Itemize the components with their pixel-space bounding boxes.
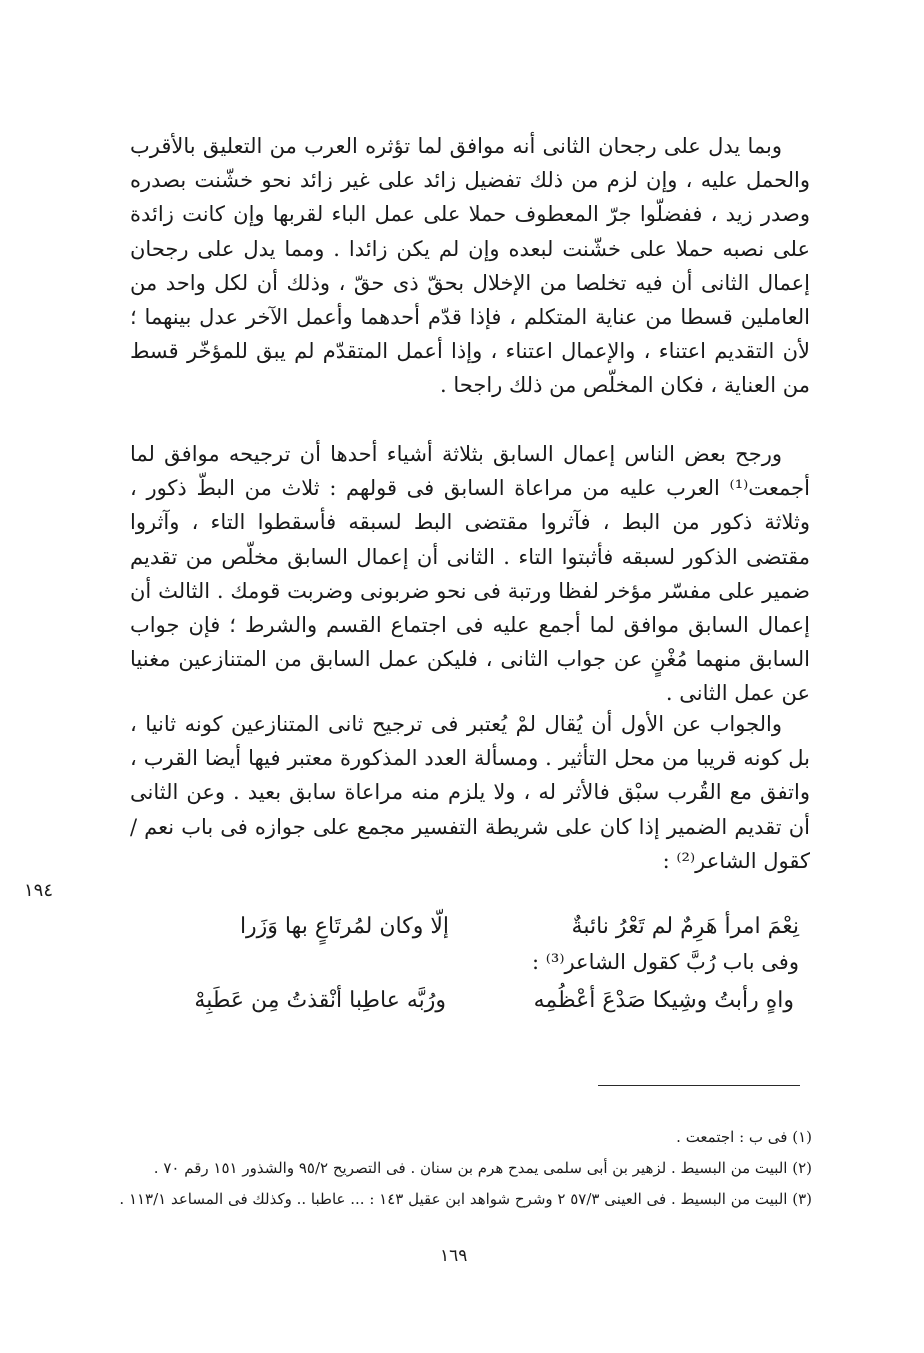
- footnote-divider: [598, 1085, 800, 1086]
- verse-2-intro: وفى باب رُبَّ كقول الشاعر⁽³⁾ :: [531, 950, 799, 974]
- footnote-1: (١) فى ب : اجتمعت .: [676, 1128, 812, 1146]
- main-text-paragraph-2: [130, 437, 810, 711]
- paragraph-3: والجواب عن الأول أن يُقال لمْ يُعتبر فى ترجيح ثانى المتنازعين كونه ثانيا ، بل كونه قريبا من محل التأثير . ومسألة العدد المذكورة معتبر فيها أيضا القرب ، واتفق مع القُرب سبْق فالأثر له ، ولا يلزم منه مراعاة سابق بعيد . وعن الثانى أن تقديم الضمير إذا كان على شريطة التفسير مجمع على جوازه فى باب نعم / كقول الشاعر⁽²⁾ :: [130, 712, 810, 873]
- verse-2-first-hemistich: واهٍ رأبتُ وشِيكا صَدْعَ أعْظُمِه: [533, 988, 794, 1013]
- verse-1-first-hemistich: نِعْمَ امرأ هَرِمٌ لم تَعْرُ نائبةٌ: [571, 914, 799, 939]
- main-text-paragraph-1: [130, 129, 810, 403]
- margin-manuscript-number: ١٩٤: [24, 880, 54, 901]
- footnote-3: (٣) البيت من البسيط . فى العينى ٥٧/٣ ٢ وشرح شواهد ابن عقيل ١٤٣ : ... عاطبا .. وكذلك فى المساعد ١١٣/١ .: [119, 1190, 812, 1208]
- page-number: ١٦٩: [440, 1246, 468, 1266]
- main-text-paragraph-3: [130, 707, 810, 878]
- paragraph-1: وبما يدل على رجحان الثانى أنه موافق لما تؤثره العرب من التعليق بالأقرب والحمل عليه ، وإن لزم من ذلك تفضيل زائد على غير زائد نحو خشّنت بصدره وصدر زيد ، ففضلّوا جرّ المعطوف حملا على عمل الباء لقربها وإن كانت زائدة على نصبه حملا على خشّنت لبعده وإن لم يكن زائدا . ومما يدل على رجحان إعمال الثانى أن فيه تخلصا من الإخلال بحقّ ذى حقّ ، وذلك أن لكل واحد من العاملين قسطا من عناية المتكلم ، فإذا قدّم أحدهما وأعمل الآخر عدل بينهما ؛ لأن التقديم اعتناء ، والإعمال اعتناء ، وإذا أعمل المتقدّم لم يبق للمؤخّر قسط من العناية ، فكان المخلّص من ذلك راجحا .: [130, 134, 810, 398]
- paragraph-2: ورجح بعض الناس إعمال السابق بثلاثة أشياء أحدها أن ترجيحه موافق لما أجمعت⁽¹⁾ العرب عليه من مراعاة السابق فى قولهم : ثلاث من البطّ ذكور ، وثلاثة ذكور من البط ، فآثروا مقتضى البط لسبقه فأسقطوا التاء ، وآثروا مقتضى الذكور لسبقه فأثبتوا التاء . الثانى أن إعمال السابق مخلّص من تقديم ضمير على مفسّر مؤخر لفظا ورتبة فى نحو ضربونى وضربت قومك . الثالث أن إعمال السابق موافق لما أجمع عليه فى اجتماع القسم والشرط ؛ فإن جواب السابق منهما مُغْنٍ عن جواب الثانى ، فليكن عمل السابق من المتنازعين مغنيا عن عمل الثانى .: [130, 442, 810, 706]
- verse-2-second-hemistich: ورُبَّه عاطِبا أنْقذتُ مِن عَطَبِهْ: [194, 988, 446, 1013]
- footnotes: [112, 1122, 812, 1215]
- verse-1-second-hemistich: إلّا وكان لمُرتَاعٍ بها وَزَرا: [239, 914, 449, 939]
- footnote-2: (٢) البيت من البسيط . لزهير بن أبى سلمى يمدح هرم بن سنان . فى التصريح ٩٥/٢ والشذور ١٥١ رقم ٧٠ .: [153, 1159, 812, 1177]
